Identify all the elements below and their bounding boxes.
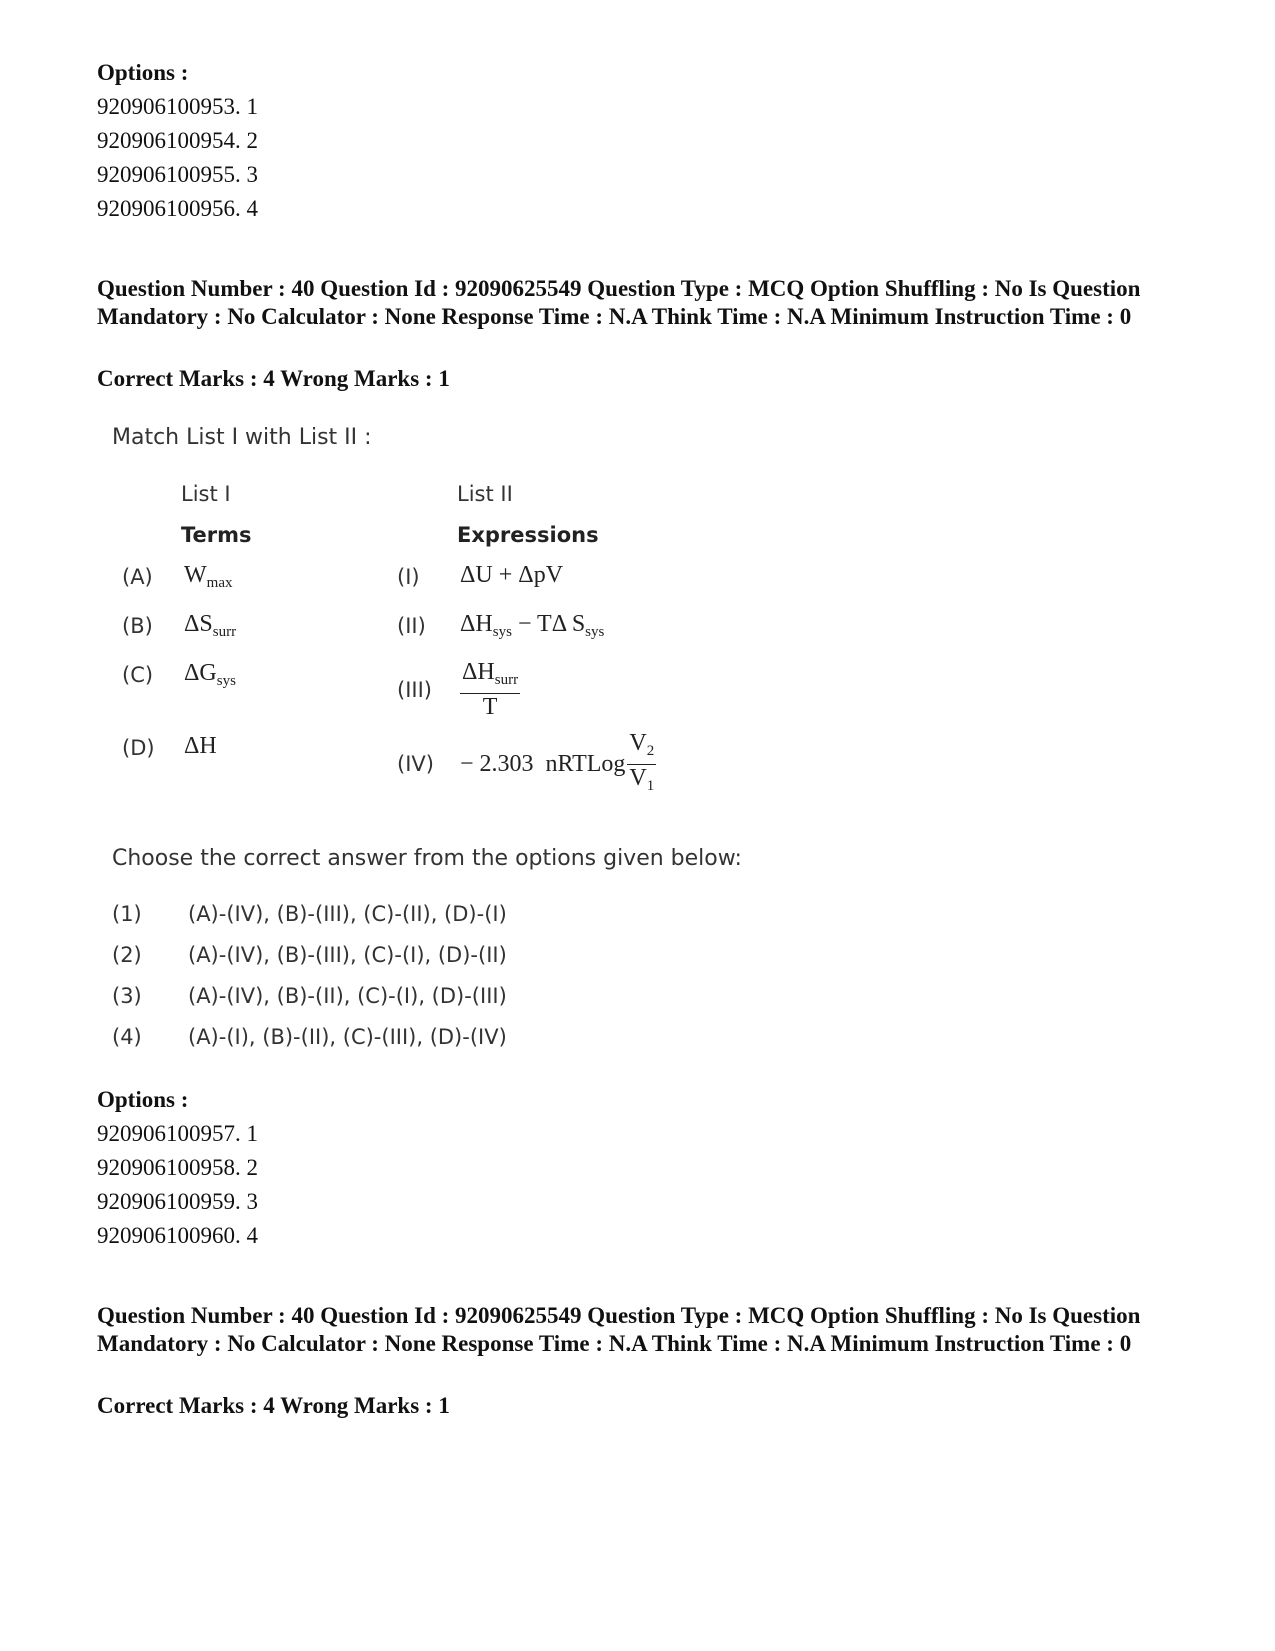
term-c: $\Delta G_{sys}$ xyxy=(184,660,236,689)
list2-subtitle: Expressions xyxy=(457,523,599,547)
next-question-marks: Correct Marks : 4 Wrong Marks : 1 xyxy=(97,1393,450,1418)
option-line: 920906100957. 1 xyxy=(97,1121,258,1146)
list1-title: List I xyxy=(181,482,231,506)
choice-number: (4) xyxy=(112,1025,142,1049)
option-line: 920906100953. 1 xyxy=(97,94,258,119)
expr-ii: $\Delta H_{sys} - T\Delta$ $S_{sys}$ xyxy=(460,611,605,640)
choice-number: (2) xyxy=(112,943,142,967)
next-question-meta: Question Number : 40 Question Id : 92090625549 Question Type : MCQ Option Shuffling : No Is Question Mandatory : No Calculator : None Response Time : N.A Think Time : N.A Minimum Instruction Time : 0 xyxy=(97,1303,1141,1356)
row-label-b: (B) xyxy=(122,614,153,638)
options-heading: Options : xyxy=(97,60,189,85)
choice-text: (A)-(I), (B)-(II), (C)-(III), (D)-(IV) xyxy=(188,1025,507,1049)
option-line: 920906100954. 2 xyxy=(97,128,258,153)
term-b: $\Delta S_{surr}$ xyxy=(184,611,237,640)
question-meta: Question Number : 40 Question Id : 92090625549 Question Type : MCQ Option Shuffling : No Is Question Mandatory : No Calculator : None Response Time : N.A Think Time : N.A Minimum Instruction Time : 0 xyxy=(97,276,1141,329)
expr-i: ΔU + ΔpV xyxy=(460,562,564,588)
expr-iii: $\frac{\Delta H_{surr}}{T}$ xyxy=(462,659,519,720)
choose-text: Choose the correct answer from the options given below: xyxy=(112,846,742,871)
option-line: 920906100955. 3 xyxy=(97,162,258,187)
row-label-a: (A) xyxy=(122,565,153,589)
question-prompt: Match List I with List II : xyxy=(112,425,372,450)
expr-iv: − 2.303 nRTLog $\frac{V_2}{V_1}$ xyxy=(460,730,655,794)
term-d: ΔH xyxy=(184,733,217,759)
row-label-d: (D) xyxy=(122,736,155,760)
choice-number: (3) xyxy=(112,984,142,1008)
list2-title: List II xyxy=(457,482,513,506)
row-label-c: (C) xyxy=(122,663,154,687)
list1-subtitle: Terms xyxy=(181,523,252,547)
question-marks: Correct Marks : 4 Wrong Marks : 1 xyxy=(97,366,450,391)
row-num-i: (I) xyxy=(397,565,420,589)
choice-text: (A)-(IV), (B)-(III), (C)-(I), (D)-(II) xyxy=(188,943,507,967)
row-num-iv: (IV) xyxy=(397,752,434,776)
term-a: $W_{max}$ xyxy=(184,562,233,591)
row-num-ii: (II) xyxy=(397,614,426,638)
choice-number: (1) xyxy=(112,902,142,926)
option-line: 920906100959. 3 xyxy=(97,1189,258,1214)
options-heading: Options : xyxy=(97,1087,189,1112)
option-line: 920906100960. 4 xyxy=(97,1223,258,1248)
choice-text: (A)-(IV), (B)-(II), (C)-(I), (D)-(III) xyxy=(188,984,507,1008)
choice-text: (A)-(IV), (B)-(III), (C)-(II), (D)-(I) xyxy=(188,902,507,926)
option-line: 920906100956. 4 xyxy=(97,196,258,221)
row-num-iii: (III) xyxy=(397,678,432,702)
option-line: 920906100958. 2 xyxy=(97,1155,258,1180)
